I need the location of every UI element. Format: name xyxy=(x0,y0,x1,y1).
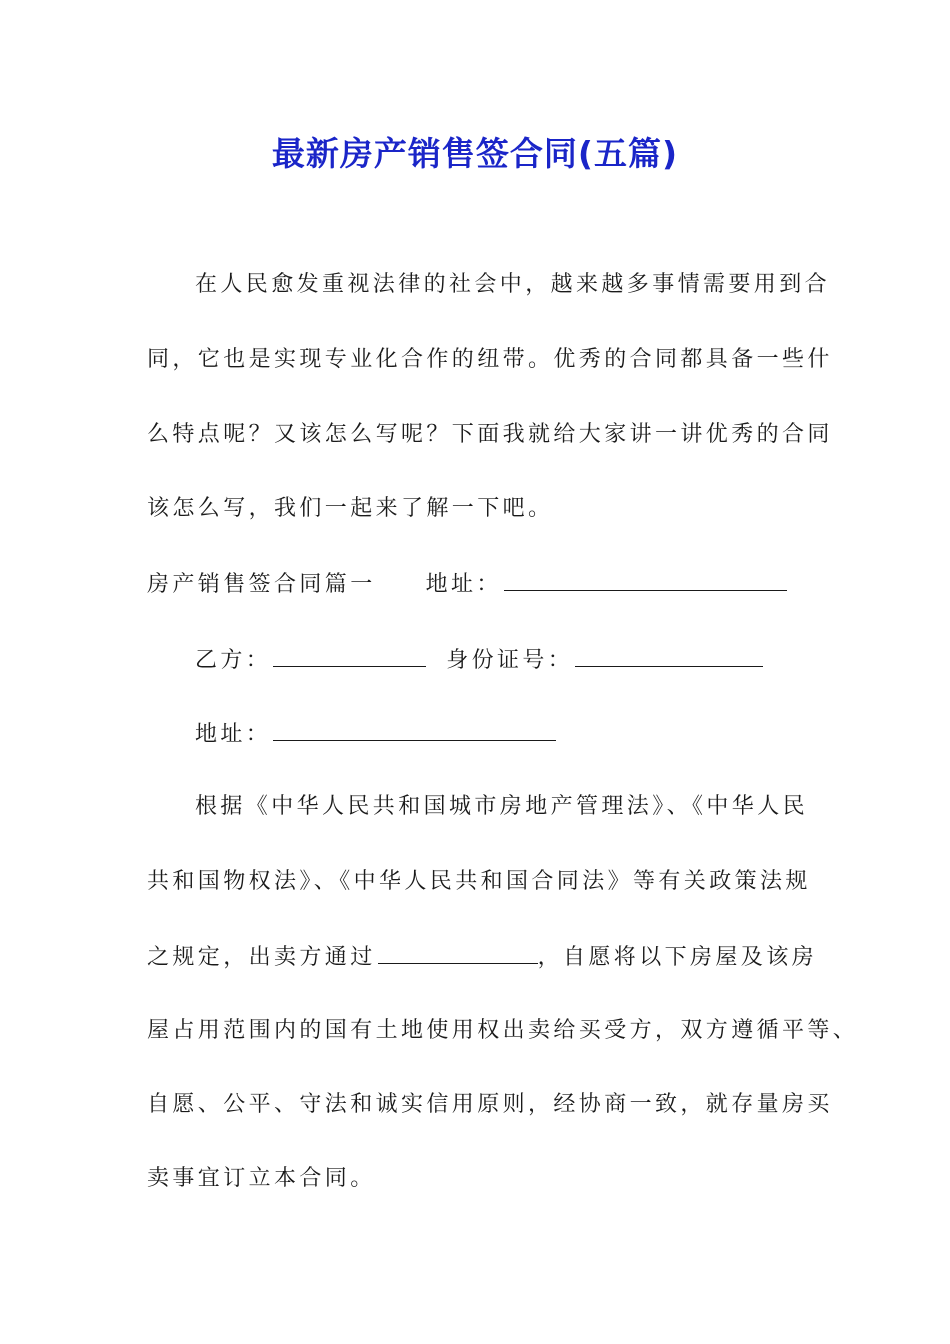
body-line-3-before: 之规定，出卖方通过 xyxy=(147,945,376,970)
party-b-blank[interactable] xyxy=(273,644,426,667)
address-label: 地址： xyxy=(425,572,502,597)
body-line-5: 自愿、公平、守法和诚实信用原则，经协商一致，就存量房买 xyxy=(147,1092,833,1117)
seller-method-blank[interactable] xyxy=(378,941,538,964)
body-line-1: 根据《中华人民共和国城市房地产管理法》、《中华人民 xyxy=(195,794,809,819)
body-line-3 xyxy=(147,941,817,973)
body-line-3-after: ，自愿将以下房屋及该房 xyxy=(537,945,818,970)
intro-line-4: 该怎么写，我们一起来了解一下吧。 xyxy=(147,496,554,521)
id-number-blank[interactable] xyxy=(575,644,763,667)
body-line-4: 屋占用范围内的国有土地使用权出卖给买受方，双方遵循平等、 xyxy=(147,1018,859,1043)
address-blank-2[interactable] xyxy=(273,718,556,741)
intro-line-2: 同，它也是实现专业化合作的纽带。优秀的合同都具备一些什 xyxy=(147,347,833,372)
address-label-2: 地址： xyxy=(195,722,272,747)
intro-line-3: 么特点呢？又该怎么写呢？下面我就给大家讲一讲优秀的合同 xyxy=(147,422,833,447)
address-row-2 xyxy=(195,718,556,750)
id-number-label: 身份证号： xyxy=(446,648,574,673)
intro-line-1: 在人民愈发重视法律的社会中，越来越多事情需要用到合 xyxy=(195,272,831,297)
address-blank[interactable] xyxy=(504,568,787,591)
section-heading: 房产销售签合同篇一 xyxy=(147,572,376,597)
party-b-row xyxy=(195,644,763,676)
body-line-6: 卖事宜订立本合同。 xyxy=(147,1166,376,1191)
document-title: 最新房产销售签合同(五篇) xyxy=(271,134,679,173)
section-heading-row xyxy=(147,568,787,600)
body-line-2: 共和国物权法》、《中华人民共和国合同法》等有关政策法规 xyxy=(147,869,811,894)
party-b-label: 乙方： xyxy=(195,648,272,673)
